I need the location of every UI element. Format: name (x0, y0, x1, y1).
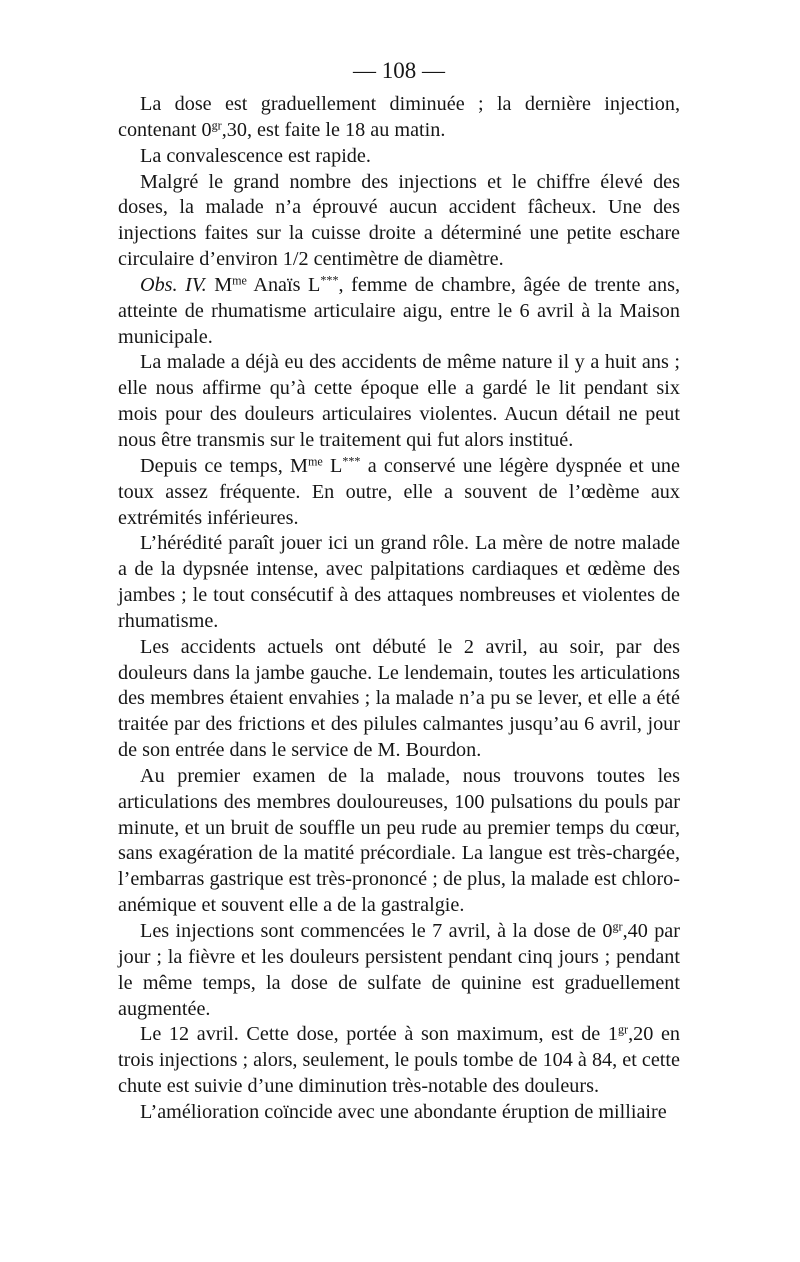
paragraph-injections: Malgré le grand nombre des injections et le chiffre élevé des doses, la malade n’a éprouvé aucun accident fâcheux. Une des injections faites sur la cuisse droite a déterminé une petite eschare circulaire d’environ 1/2 centimètre de diamètre. (118, 170, 680, 271)
paragraph-observation-iv (118, 273, 680, 351)
paragraph-dose: La dose est graduellement diminuée ; la dernière injection, contenant $0^{gr},30$, est faite le 18 au matin. (118, 93, 680, 141)
paragraph-history: La malade a déjà eu des accidents de même nature il y a huit ans ; elle nous affirme qu’à cette époque elle a gardé le lit pendant six mois pour des douleurs articulaires violentes. Aucun détail ne peut nous être transmis sur le traitement qui fut alors institué. (118, 351, 680, 451)
paragraph-convalescence: La convalescence est rapide. (140, 144, 371, 167)
paragraph-dyspnea: Depuis ce temps, $M^{me}$ L*** a conservé une légère dyspnée et une toux assez fréquente. En outre, elle a souvent de l’œdème aux extrémités inférieures. (118, 454, 680, 529)
page-number: — 108 — (353, 58, 445, 83)
observation-label: Obs. IV. (140, 273, 207, 296)
paragraph-heredity: L’hérédité paraît jouer ici un grand rôle. La mère de notre malade a de la dypsnée intense, avec palpitations cardiaques et œdème des jambes ; le tout consécutif à des attaques nombreuses et violentes de rhumatisme. (118, 532, 680, 632)
paragraph-improvement: L’amélioration coïncide avec une abondante éruption de milliaire (140, 1100, 667, 1123)
paragraph-injections-started: Les injections sont commencées le 7 avril, à la dose de $0^{gr},40$ par jour ; la fièvre et les douleurs persistent pendant cinq jours ; pendant le même temps, la dose de sulfate de quinine est graduellement augmentée. (118, 919, 680, 1020)
paragraph-first-exam: Au premier examen de la malade, nous trouvons toutes les articulations des membres douloureuses, 100 pulsations du pouls par minute, et un bruit de souffle un peu rude au premier temps du cœur, sans exagération de la matité précordiale. La langue est très-chargée, l’embarras gastrique est très-prononcé ; de plus, la malade est chloro-anémique et souvent elle a de la gastralgie. (118, 764, 680, 917)
observation-text: $M^{me}$ Anaïs L***, femme de chambre, âgée de trente ans, atteinte de rhumatisme articulaire aigu, entre le 6 avril à la Maison municipale. (118, 273, 680, 348)
paragraph-april-12: Le 12 avril. Cette dose, portée à son maximum, est de $1^{gr},20$ en trois injections ; alors, seulement, le pouls tombe de 104 à 84, et cette chute est suivie d’une diminution très-notable des douleurs. (118, 1022, 680, 1098)
paragraph-current-accidents: Les accidents actuels ont débuté le 2 avril, au soir, par des douleurs dans la jambe gauche. Le lendemain, toutes les articulations des membres étaient envahies ; la malade n’a pu se lever, et elle a été traitée par des frictions et des pilules calmantes jusqu’au 6 avril, jour de son entrée dans le service de M. Bourdon. (118, 635, 680, 762)
